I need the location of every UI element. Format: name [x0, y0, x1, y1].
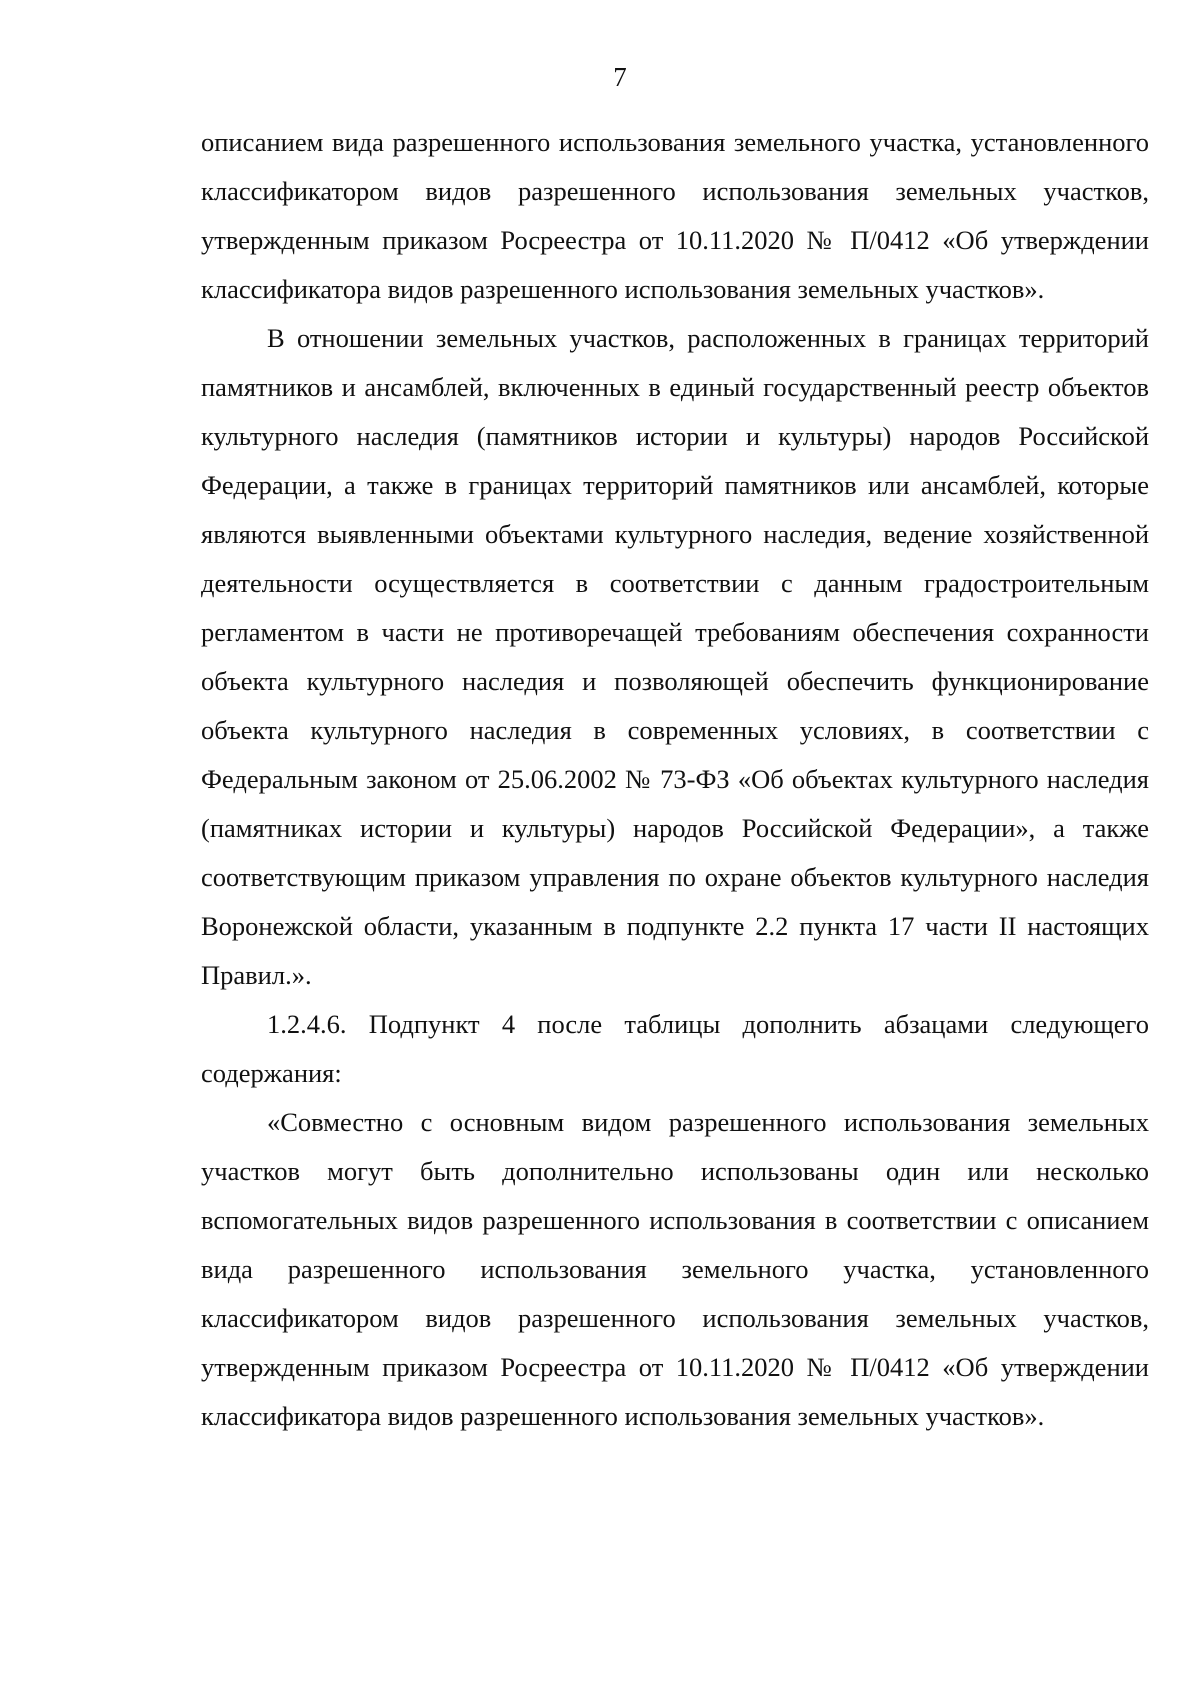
- document-body: [201, 118, 1149, 1441]
- paragraph-continuation: описанием вида разрешенного использования земельного участка, установленного классификатором видов разрешенного использования земельных участков, утвержденным приказом Росреестра от 10.11.2020 № П/0412 «Об утверждении классификатора видов разрешенного использования земельных участков».: [201, 127, 1149, 304]
- paragraph-quoted-addition: «Совместно с основным видом разрешенного использования земельных участков могут быть дополнительно использованы один или несколько вспомогательных видов разрешенного использования в соответствии с описанием вида разрешенного использования земельного участка, установленного классификатором видов разрешенного использования земельных участков, утвержденным приказом Росреестра от 10.11.2020 № П/0412 «Об утверждении классификатора видов разрешенного использования земельных участков».: [201, 1107, 1149, 1431]
- paragraph-amendment-1-2-4-6: 1.2.4.6. Подпункт 4 после таблицы дополнить абзацами следующего содержания:: [201, 1009, 1149, 1088]
- page-number: 7: [613, 62, 627, 92]
- paragraph-cultural-heritage: В отношении земельных участков, расположенных в границах территорий памятников и ансамблей, включенных в единый государственный реестр объектов культурного наследия (памятников истории и культуры) народов Российской Федерации, а также в границах территорий памятников или ансамблей, которые являются выявленными объектами культурного наследия, ведение хозяйственной деятельности осуществляется в соответствии с данным градостроительным регламентом в части не противоречащей требованиям обеспечения сохранности объекта культурного наследия и позволяющей обеспечить функционирование объекта культурного наследия в современных условиях, в соответствии с Федеральным законом от 25.06.2002 № 73-ФЗ «Об объектах культурного наследия (памятниках истории и культуры) народов Российской Федерации», а также соответствующим приказом управления по охране объектов культурного наследия Воронежской области, указанным в подпункте 2.2 пункта 17 части II настоящих Правил.».: [201, 323, 1149, 990]
